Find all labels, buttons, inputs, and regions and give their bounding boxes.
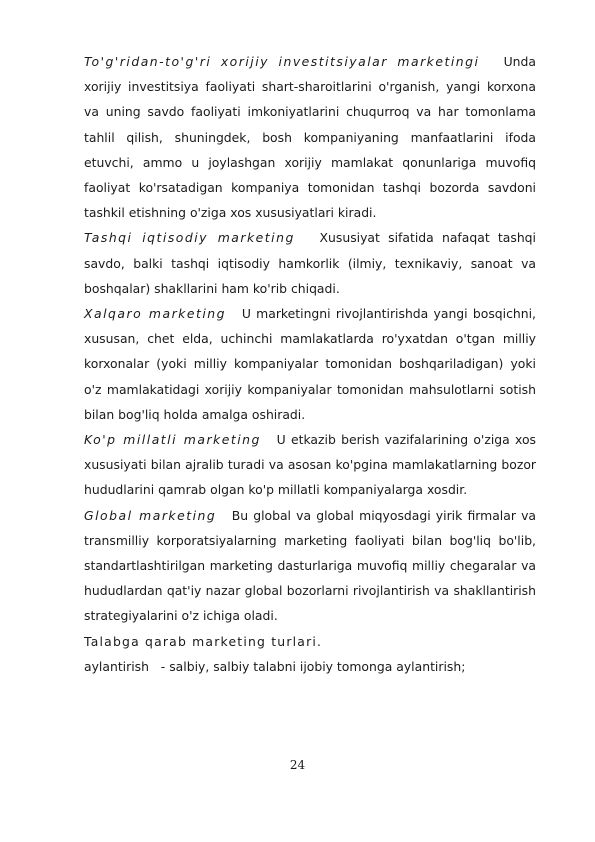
paragraph-text: Bu global va global miqyosdagi yirik firmalar va transmilliy korporatsiyalarning marketing faoliyati bilan bog'liq bo'lib, standartlashtirilgan marketing dasturlariga muvofiq milliy chegaralar va hududlardan qat'iy nazar global bozorlarni rivojlantirish va shakllantirish strategiyalarini o'z ichiga oladi. [84, 507, 536, 624]
paragraph-text: U etkazib berish vazifalarining o'ziga xos xususiyati bilan ajralib turadi va asosan ko'pgina mamlakatlarning bozor hududlarini qamrab olgan ko'p millatli kompaniyalarga xosdir. [84, 432, 536, 498]
paragraph-multinational-marketing [84, 427, 536, 503]
conversion-text: - salbiy, salbiy talabni ijobiy tomonga aylantirish; [160, 658, 466, 674]
conversion-line [84, 654, 536, 679]
paragraph-international-marketing [84, 301, 536, 427]
term-foreign-economic-marketing: Tashqi iqtisodiy marketing [84, 230, 295, 246]
document-body [84, 49, 536, 679]
paragraph-text: U marketingni rivojlantirishda yangi bosqichni, xususan, chet elda, uchinchi mamlakatlarda ro'yxatdan o'tgan milliy korxonalar (yoki milliy kompaniyalar tomonidan boshqariladigan) yoki o'z mamlakatidagi xorijiy kompaniyalar tomonidan mahsulotlarni sotish bilan bog'liq holda amalga oshiradi. [84, 306, 536, 422]
paragraph-text: Xususiyat sifatida nafaqat tashqi savdo, balki tashqi iqtisodiy hamkorlik (ilmiy, texnikaviy, sanoat va boshqalar) shakllarini ham ko'rib chiqadi. [84, 230, 536, 296]
paragraph-direct-investment-marketing [84, 49, 536, 225]
paragraph-foreign-economic-marketing [84, 225, 536, 301]
paragraph-global-marketing [84, 503, 536, 629]
paragraph-text: Unda xorijiy investitsiya faoliyati shart-sharoitlarini o'rganish, yangi korxona va uning savdo faoliyati imkoniyatlarini chuqurroq va har tomonlama tahlil qilish, shuningdek, bosh kompaniyaning manfaatlarini ifoda etuvchi, ammo u joylashgan xorijiy mamlakat qonunlariga muvofiq faoliyat ko'rsatadigan kompaniya tomonidan tashqi bozorda savdoni tashkil etishning o'ziga xos xususiyatlari kiradi. [84, 54, 536, 221]
term-direct-investment-marketing: To'g'ridan-to'g'ri xorijiy investitsiyalar marketingi [84, 54, 480, 69]
term-international-marketing: Xalqaro marketing [84, 306, 227, 322]
section-heading: Talabga qarab marketing turlari. [84, 633, 323, 649]
term-global-marketing: Global marketing [84, 507, 217, 523]
page-number: 24 [289, 758, 306, 772]
conversion-term: aylantirish [84, 658, 149, 674]
term-multinational-marketing: Ko'p millatli marketing [84, 432, 261, 448]
